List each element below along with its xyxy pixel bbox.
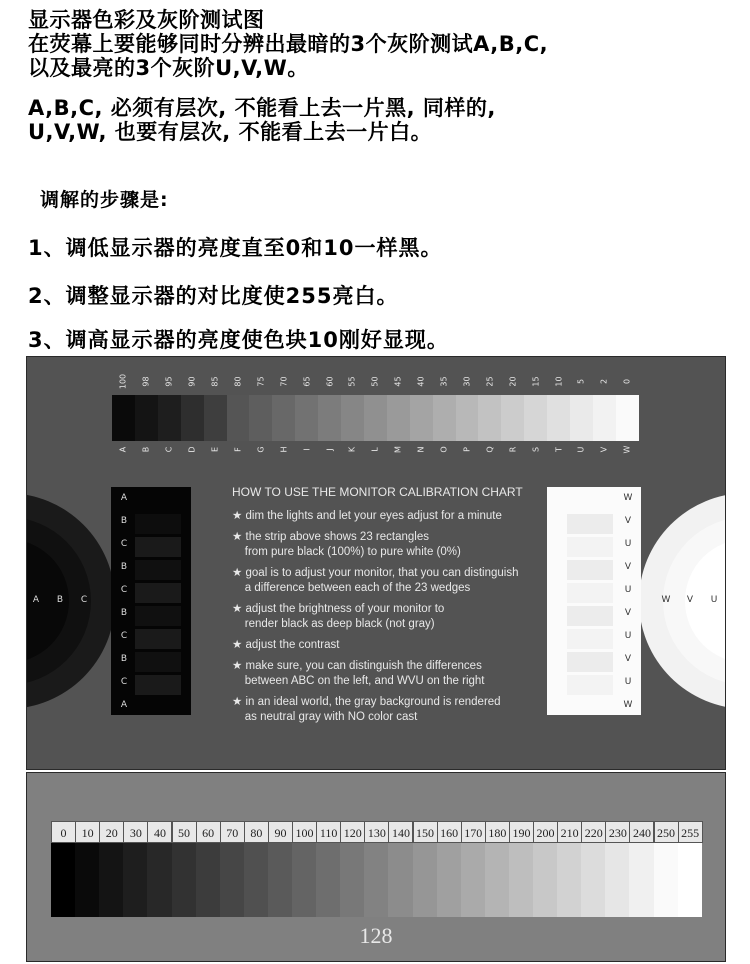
howto-text xyxy=(232,485,523,731)
wedge-letter-label: S xyxy=(531,446,541,453)
grayscale-value-label: 200 xyxy=(533,821,558,843)
grayscale-step xyxy=(172,843,197,917)
wedge-letter-label: J xyxy=(325,448,335,451)
wedge-value-label: 45 xyxy=(393,376,403,387)
gray-wedge xyxy=(158,395,181,441)
gray-wedge xyxy=(204,395,227,441)
gray-wedge xyxy=(341,395,364,441)
gray-wedge xyxy=(478,395,501,441)
wedge-letter-label: V xyxy=(599,446,609,453)
white-column-label: U xyxy=(624,677,632,687)
grayscale-value-label: 100 xyxy=(292,821,317,843)
grayscale-value-label: 60 xyxy=(196,821,221,843)
gray-wedge xyxy=(570,395,593,441)
wedge-letter-label: H xyxy=(279,446,289,453)
gray-wedge xyxy=(410,395,433,441)
grayscale-step xyxy=(509,843,534,917)
wedge-value-label: 95 xyxy=(164,376,174,387)
grayscale-value-label: 170 xyxy=(461,821,486,843)
wedge-letter-label: E xyxy=(210,446,220,453)
howto-item: ★ goal is to adjust your monitor, that you can distinguish a difference between each of the 23 wedges xyxy=(232,567,519,594)
left-circle-label: B xyxy=(56,595,64,605)
white-column-label: U xyxy=(624,631,632,641)
grayscale-value-label: 220 xyxy=(581,821,606,843)
white-test-patch xyxy=(567,675,613,695)
grayscale-value-label: 50 xyxy=(172,821,197,843)
white-column-label: V xyxy=(624,608,632,618)
grayscale-step xyxy=(340,843,365,917)
howto-item: ★ make sure, you can distinguish the differences between ABC on the left, and WVU on the right xyxy=(232,660,485,687)
white-column-label: U xyxy=(624,585,632,595)
grayscale-value-label: 150 xyxy=(413,821,438,843)
grayscale-value-label: 90 xyxy=(268,821,293,843)
header-line-2: 在荧幕上要能够同时分辨出最暗的3个灰阶测试A,B,C, xyxy=(28,32,549,56)
step-3: 3、调高显示器的亮度使色块10刚好显现。 xyxy=(28,328,449,352)
black-test-patch xyxy=(135,583,181,603)
gray-wedge xyxy=(433,395,456,441)
wedge-letter-label: A xyxy=(118,446,128,453)
wedge-letter-label: L xyxy=(370,447,380,452)
wedge-value-label: 55 xyxy=(347,376,357,387)
gray-wedge xyxy=(616,395,639,441)
gray-wedge xyxy=(456,395,479,441)
black-test-patch xyxy=(135,537,181,557)
howto-item: ★ in an ideal world, the gray background is rendered as neutral gray with NO color cast xyxy=(232,696,501,723)
wedge-value-label: 60 xyxy=(325,376,335,387)
wedge-value-label: 5 xyxy=(576,378,586,385)
black-column-label: A xyxy=(120,493,128,503)
grayscale-value-label: 30 xyxy=(123,821,148,843)
wedge-letter-label: M xyxy=(393,446,403,453)
grayscale-step xyxy=(388,843,413,917)
wedge-value-label: 15 xyxy=(531,376,541,387)
grayscale-step xyxy=(316,843,341,917)
left-circle-label: A xyxy=(32,595,40,605)
wedge-value-label: 65 xyxy=(302,376,312,387)
howto-item: ★ adjust the brightness of your monitor to render black as deep black (not gray) xyxy=(232,603,445,630)
wedge-value-label: 25 xyxy=(485,376,495,387)
gray-wedge xyxy=(524,395,547,441)
grayscale-step xyxy=(581,843,606,917)
grayscale-value-label: 210 xyxy=(557,821,582,843)
gray-wedge xyxy=(227,395,250,441)
gray-wedge xyxy=(249,395,272,441)
wedge-letter-label: R xyxy=(508,446,518,453)
grayscale-value-label: 120 xyxy=(340,821,365,843)
step-2: 2、调整显示器的对比度使255亮白。 xyxy=(28,284,399,308)
wedge-value-label: 2 xyxy=(599,378,609,385)
black-test-patch xyxy=(135,606,181,626)
header-line-5: U,V,W, 也要有层次, 不能看上去一片白。 xyxy=(28,120,433,144)
black-test-patch xyxy=(135,560,181,580)
grayscale-step xyxy=(557,843,582,917)
grayscale-step xyxy=(629,843,654,917)
wedge-letter-label: W xyxy=(622,445,632,454)
black-column-label: C xyxy=(120,631,128,641)
gray-wedge xyxy=(364,395,387,441)
right-circle-label: V xyxy=(686,595,694,605)
black-test-patch xyxy=(135,675,181,695)
grayscale-value-label: 10 xyxy=(75,821,100,843)
header-line-3: 以及最亮的3个灰阶U,V,W。 xyxy=(28,56,309,80)
wedge-letter-label: I xyxy=(302,448,312,451)
grayscale-value-label: 250 xyxy=(654,821,679,843)
grayscale-step xyxy=(413,843,438,917)
gray-wedge xyxy=(181,395,204,441)
white-test-patch xyxy=(567,606,613,626)
grayscale-value-label: 110 xyxy=(316,821,341,843)
wedge-value-label: 50 xyxy=(370,376,380,387)
grayscale-value-label: 130 xyxy=(364,821,389,843)
gray-wedge xyxy=(593,395,616,441)
gray-wedge xyxy=(501,395,524,441)
gray-wedge xyxy=(135,395,158,441)
white-column-label: W xyxy=(623,700,633,710)
right-circle-label: U xyxy=(710,595,718,605)
wedge-value-label: 75 xyxy=(256,376,266,387)
left-circle-label: C xyxy=(80,595,88,605)
grayscale-value-label: 0 xyxy=(51,821,76,843)
wedge-value-label: 30 xyxy=(462,376,472,387)
wedge-value-label: 100 xyxy=(118,373,128,390)
step-1: 1、调低显示器的亮度直至0和10一样黑。 xyxy=(28,236,443,260)
wedge-value-label: 90 xyxy=(187,376,197,387)
grayscale-value-label: 20 xyxy=(99,821,124,843)
grayscale-value-label: 180 xyxy=(485,821,510,843)
wedge-letter-label: T xyxy=(554,447,564,452)
grayscale-step xyxy=(99,843,124,917)
midpoint-label: 128 xyxy=(359,923,393,948)
grayscale-step xyxy=(605,843,630,917)
grayscale-step xyxy=(75,843,100,917)
white-test-patch xyxy=(567,537,613,557)
grayscale-value-label: 80 xyxy=(244,821,269,843)
grayscale-step xyxy=(654,843,679,917)
white-test-patch xyxy=(567,652,613,672)
wedge-value-label: 40 xyxy=(416,376,426,387)
howto-item: ★ dim the lights and let your eyes adjust for a minute xyxy=(232,510,502,522)
wedge-letter-label: O xyxy=(439,446,449,453)
steps-intro: 调解的步骤是: xyxy=(40,189,169,211)
grayscale-value-label: 160 xyxy=(437,821,462,843)
wedge-value-label: 98 xyxy=(141,376,151,387)
grayscale-step xyxy=(364,843,389,917)
wedge-letter-label: P xyxy=(462,447,472,452)
wedge-value-label: 85 xyxy=(210,376,220,387)
gray-wedge xyxy=(272,395,295,441)
grayscale-value-label: 190 xyxy=(509,821,534,843)
white-column-label: W xyxy=(623,493,633,503)
black-column-label: B xyxy=(120,608,128,618)
gray-wedge xyxy=(295,395,318,441)
black-test-patch xyxy=(135,652,181,672)
white-column-label: V xyxy=(624,516,632,526)
grayscale-step xyxy=(437,843,462,917)
wedge-value-label: 0 xyxy=(622,378,632,385)
wedge-value-label: 10 xyxy=(554,376,564,387)
right-circle-label: W xyxy=(661,595,671,605)
wedge-letter-label: F xyxy=(233,447,243,452)
gray-wedge xyxy=(318,395,341,441)
wedge-letter-label: G xyxy=(256,446,266,453)
howto-item: ★ the strip above shows 23 rectangles from pure black (100%) to pure white (0%) xyxy=(232,531,461,558)
black-column-label: B xyxy=(120,562,128,572)
black-test-patch xyxy=(135,629,181,649)
wedge-letter-label: N xyxy=(416,446,426,453)
wedge-letter-label: Q xyxy=(485,446,495,453)
calibration-panel xyxy=(26,356,726,770)
grayscale-value-label: 70 xyxy=(220,821,245,843)
black-column-label: C xyxy=(120,539,128,549)
wedge-letter-label: K xyxy=(347,446,357,453)
black-column-label: C xyxy=(120,585,128,595)
gray-wedge xyxy=(112,395,135,441)
wedge-value-label: 80 xyxy=(233,376,243,387)
gray-wedge xyxy=(387,395,410,441)
wedge-letter-label: C xyxy=(164,446,174,453)
grayscale-step xyxy=(461,843,486,917)
white-test-patch xyxy=(567,583,613,603)
grayscale-step xyxy=(220,843,245,917)
black-column-label: B xyxy=(120,654,128,664)
wedge-letter-label: B xyxy=(141,446,151,453)
wedge-value-label: 35 xyxy=(439,376,449,387)
grayscale-step xyxy=(147,843,172,917)
wedge-letter-label: U xyxy=(576,446,586,453)
grayscale-step xyxy=(268,843,293,917)
black-test-patch xyxy=(135,514,181,534)
white-test-patch xyxy=(567,560,613,580)
grayscale-value-label: 240 xyxy=(629,821,654,843)
grayscale-step xyxy=(244,843,269,917)
black-column-label: B xyxy=(120,516,128,526)
white-test-patch xyxy=(567,514,613,534)
white-column-label: V xyxy=(624,562,632,572)
wedge-value-label: 70 xyxy=(279,376,289,387)
header-title: 显示器色彩及灰阶测试图 xyxy=(28,8,265,32)
white-column-label: U xyxy=(624,539,632,549)
white-test-patch xyxy=(567,629,613,649)
gray-wedge xyxy=(547,395,570,441)
wedge-value-label: 20 xyxy=(508,376,518,387)
grayscale-step xyxy=(123,843,148,917)
grayscale-step xyxy=(51,843,76,917)
grayscale-step xyxy=(485,843,510,917)
grayscale-step xyxy=(292,843,317,917)
grayscale-step xyxy=(533,843,558,917)
black-column-label: A xyxy=(120,700,128,710)
white-column-label: V xyxy=(624,654,632,664)
grayscale-value-label: 255 xyxy=(678,821,703,843)
howto-title: HOW TO USE THE MONITOR CALIBRATION CHART xyxy=(232,485,523,499)
black-column-label: C xyxy=(120,677,128,687)
grayscale-step xyxy=(196,843,221,917)
howto-item: ★ adjust the contrast xyxy=(232,639,340,651)
grayscale-value-label: 230 xyxy=(605,821,630,843)
grayscale-step xyxy=(678,843,703,917)
grayscale-panel xyxy=(26,772,726,962)
wedge-letter-label: D xyxy=(187,446,197,453)
grayscale-value-label: 40 xyxy=(147,821,172,843)
grayscale-value-label: 140 xyxy=(388,821,413,843)
header-line-4: A,B,C, 必须有层次, 不能看上去一片黑, 同样的, xyxy=(28,96,496,120)
